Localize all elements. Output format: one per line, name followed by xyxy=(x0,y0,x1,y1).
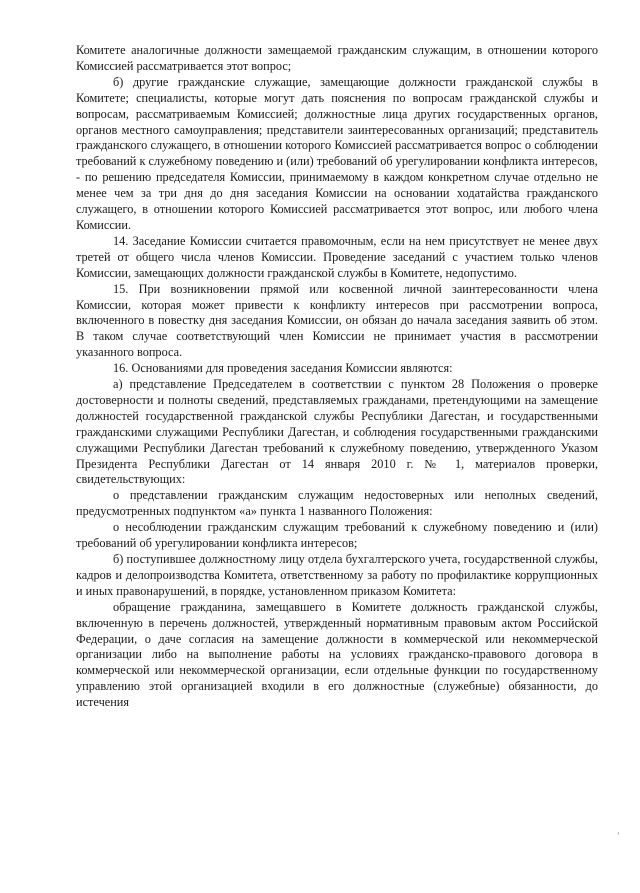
paragraph-6: 16. Основаниями для проведения заседания Комиссии являются: xyxy=(113,361,453,376)
paragraph-11: обращение гражданина, замещавшего в Комитете должность гражданской службы, включенную в перечень должностей, утвержденный нормативным правовым актом Российской Федерации, о даче согласия на замещение должности в коммерческой или некоммерческой организации либо на выполнение работы на условиях гражданско-правового договора в коммерческой или некоммерческой организации, если отдельные функции по государственному управлению этой организацией входили в его должностные (служебные) обязанности, до истечения xyxy=(76,599,598,710)
paragraph-5: 15. При возникновении прямой или косвенной личной заинтересованности члена Комиссии, которая может привести к конфликту интересов при рассмотрении вопроса, включенного в повестку дня заседания Комиссии, он обязан до начала заседания заявить об этом. В таком случае соответствующий член Комиссии не принимает участия в рассмотрении указанного вопроса. xyxy=(76,281,598,360)
document-body xyxy=(76,43,598,711)
paragraph-8: о представлении гражданским служащим недостоверных или неполных сведений, предусмотренных подпунктом «а» пункта 1 названного Положения: xyxy=(76,488,598,519)
paragraph-1: Комитете аналогичные должности замещаемой гражданским служащим, в отношении которого Комиссией рассматривается этот вопрос; xyxy=(76,43,598,73)
paragraph-3: - по решению председателя Комиссии, принимаемому в каждом конкретном случае отдельно не менее чем за три дня до дня заседания Комиссии на основании ходатайства гражданского служащего, в отношении которого Комиссией рассматривается этот вопрос, или любого члена Комиссии. xyxy=(76,170,598,232)
paragraph-2: б) другие гражданские служащие, замещающие должности гражданской службы в Комитете; специалисты, которые могут дать пояснения по вопросам гражданской службы и вопросам, рассматриваемым Комиссией; должностные лица других государственных органов, органов местного самоуправления; представители заинтересованных организаций; представитель гражданского служащего, в отношении которого Комиссией рассматривается вопрос о соблюдении требований к служебному поведению и (или) требований об урегулировании конфликта интересов, xyxy=(76,74,598,169)
paragraph-7: а) представление Председателем в соответствии с пунктом 28 Положения о проверке достоверности и полноты сведений, представляемых гражданами, претендующими на замещение должностей государственной гражданской службы Республики Дагестан, и государственными гражданскими служащими Республики Дагестан, и соблюдения государственными гражданскими служащими Республики Дагестан требований к служебному поведению, утвержденного Указом Президента Республики Дагестан от 14 января 2010 г. № 1, материалов проверки, свидетельствующих: xyxy=(76,377,598,487)
paragraph-4: 14. Заседание Комиссии считается правомочным, если на нем присутствует не менее двух третей от общего числа членов Комиссии. Проведение заседаний с участием только членов Комиссии, замещающих должности гражданской службы в Комитете, недопустимо. xyxy=(76,233,598,280)
paragraph-10: б) поступившее должностному лицу отдела бухгалтерского учета, государственной службы, кадров и делопроизводства Комитета, ответственному за работу по профилактике коррупционных и иных правонарушений, в порядке, установленном приказом Комитета: xyxy=(76,552,598,598)
scan-speck: ˌ xyxy=(617,826,620,836)
paragraph-9: о несоблюдении гражданским служащим требований к служебному поведению и (или) требований об урегулировании конфликта интересов; xyxy=(76,520,598,551)
